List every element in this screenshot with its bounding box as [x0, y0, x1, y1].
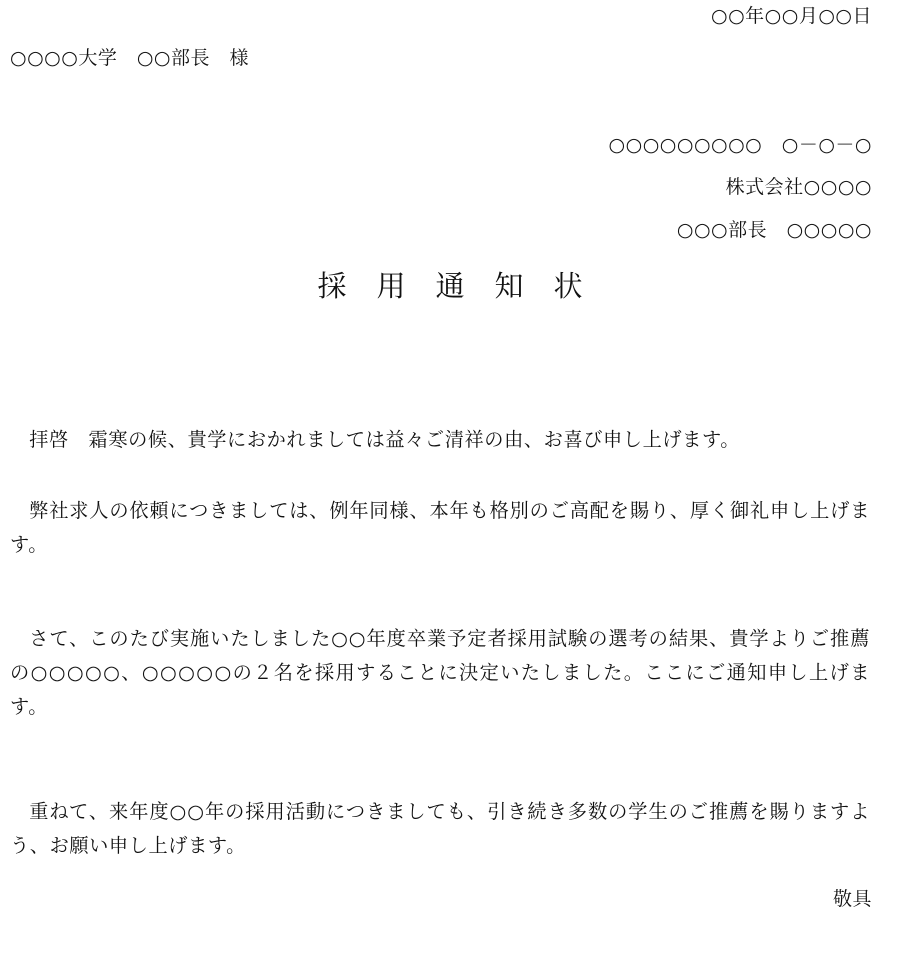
sender-name: ○○○部長 ○○○○○ — [676, 219, 872, 241]
document-title: 採用通知状 — [317, 269, 613, 303]
paragraph-greeting: 拝啓 霜寒の候、貴学におかれましては益々ご清祥の由、お喜び申し上げます。 — [29, 428, 740, 451]
sender-company: 株式会社○○○○ — [725, 176, 872, 198]
paragraph-request: 重ねて、来年度○○年の採用活動につきましても、引き続き多数の学生のご推薦を賜りますよう、お願い申し上げます。 — [10, 800, 870, 857]
paragraph-decision: さて、このたび実施いたしました○○年度卒業予定者採用試験の選考の結果、貴学よりご推薦の○○○○○、○○○○○の２名を採用することに決定いたしました。ここにご通知申し上げます。 — [10, 627, 870, 718]
recipient-line: ○○○○大学 ○○部長 様 — [10, 47, 249, 69]
sender-address: ○○○○○○○○○ ○－○－○ — [608, 134, 872, 156]
paragraph-thanks: 弊社求人の依頼につきましては、例年同様、本年も格別のご高配を賜り、厚く御礼申し上げます。 — [10, 499, 870, 556]
closing-word: 敬具 — [832, 888, 872, 910]
letter-date: ○○年○○月○○日 — [711, 5, 872, 27]
